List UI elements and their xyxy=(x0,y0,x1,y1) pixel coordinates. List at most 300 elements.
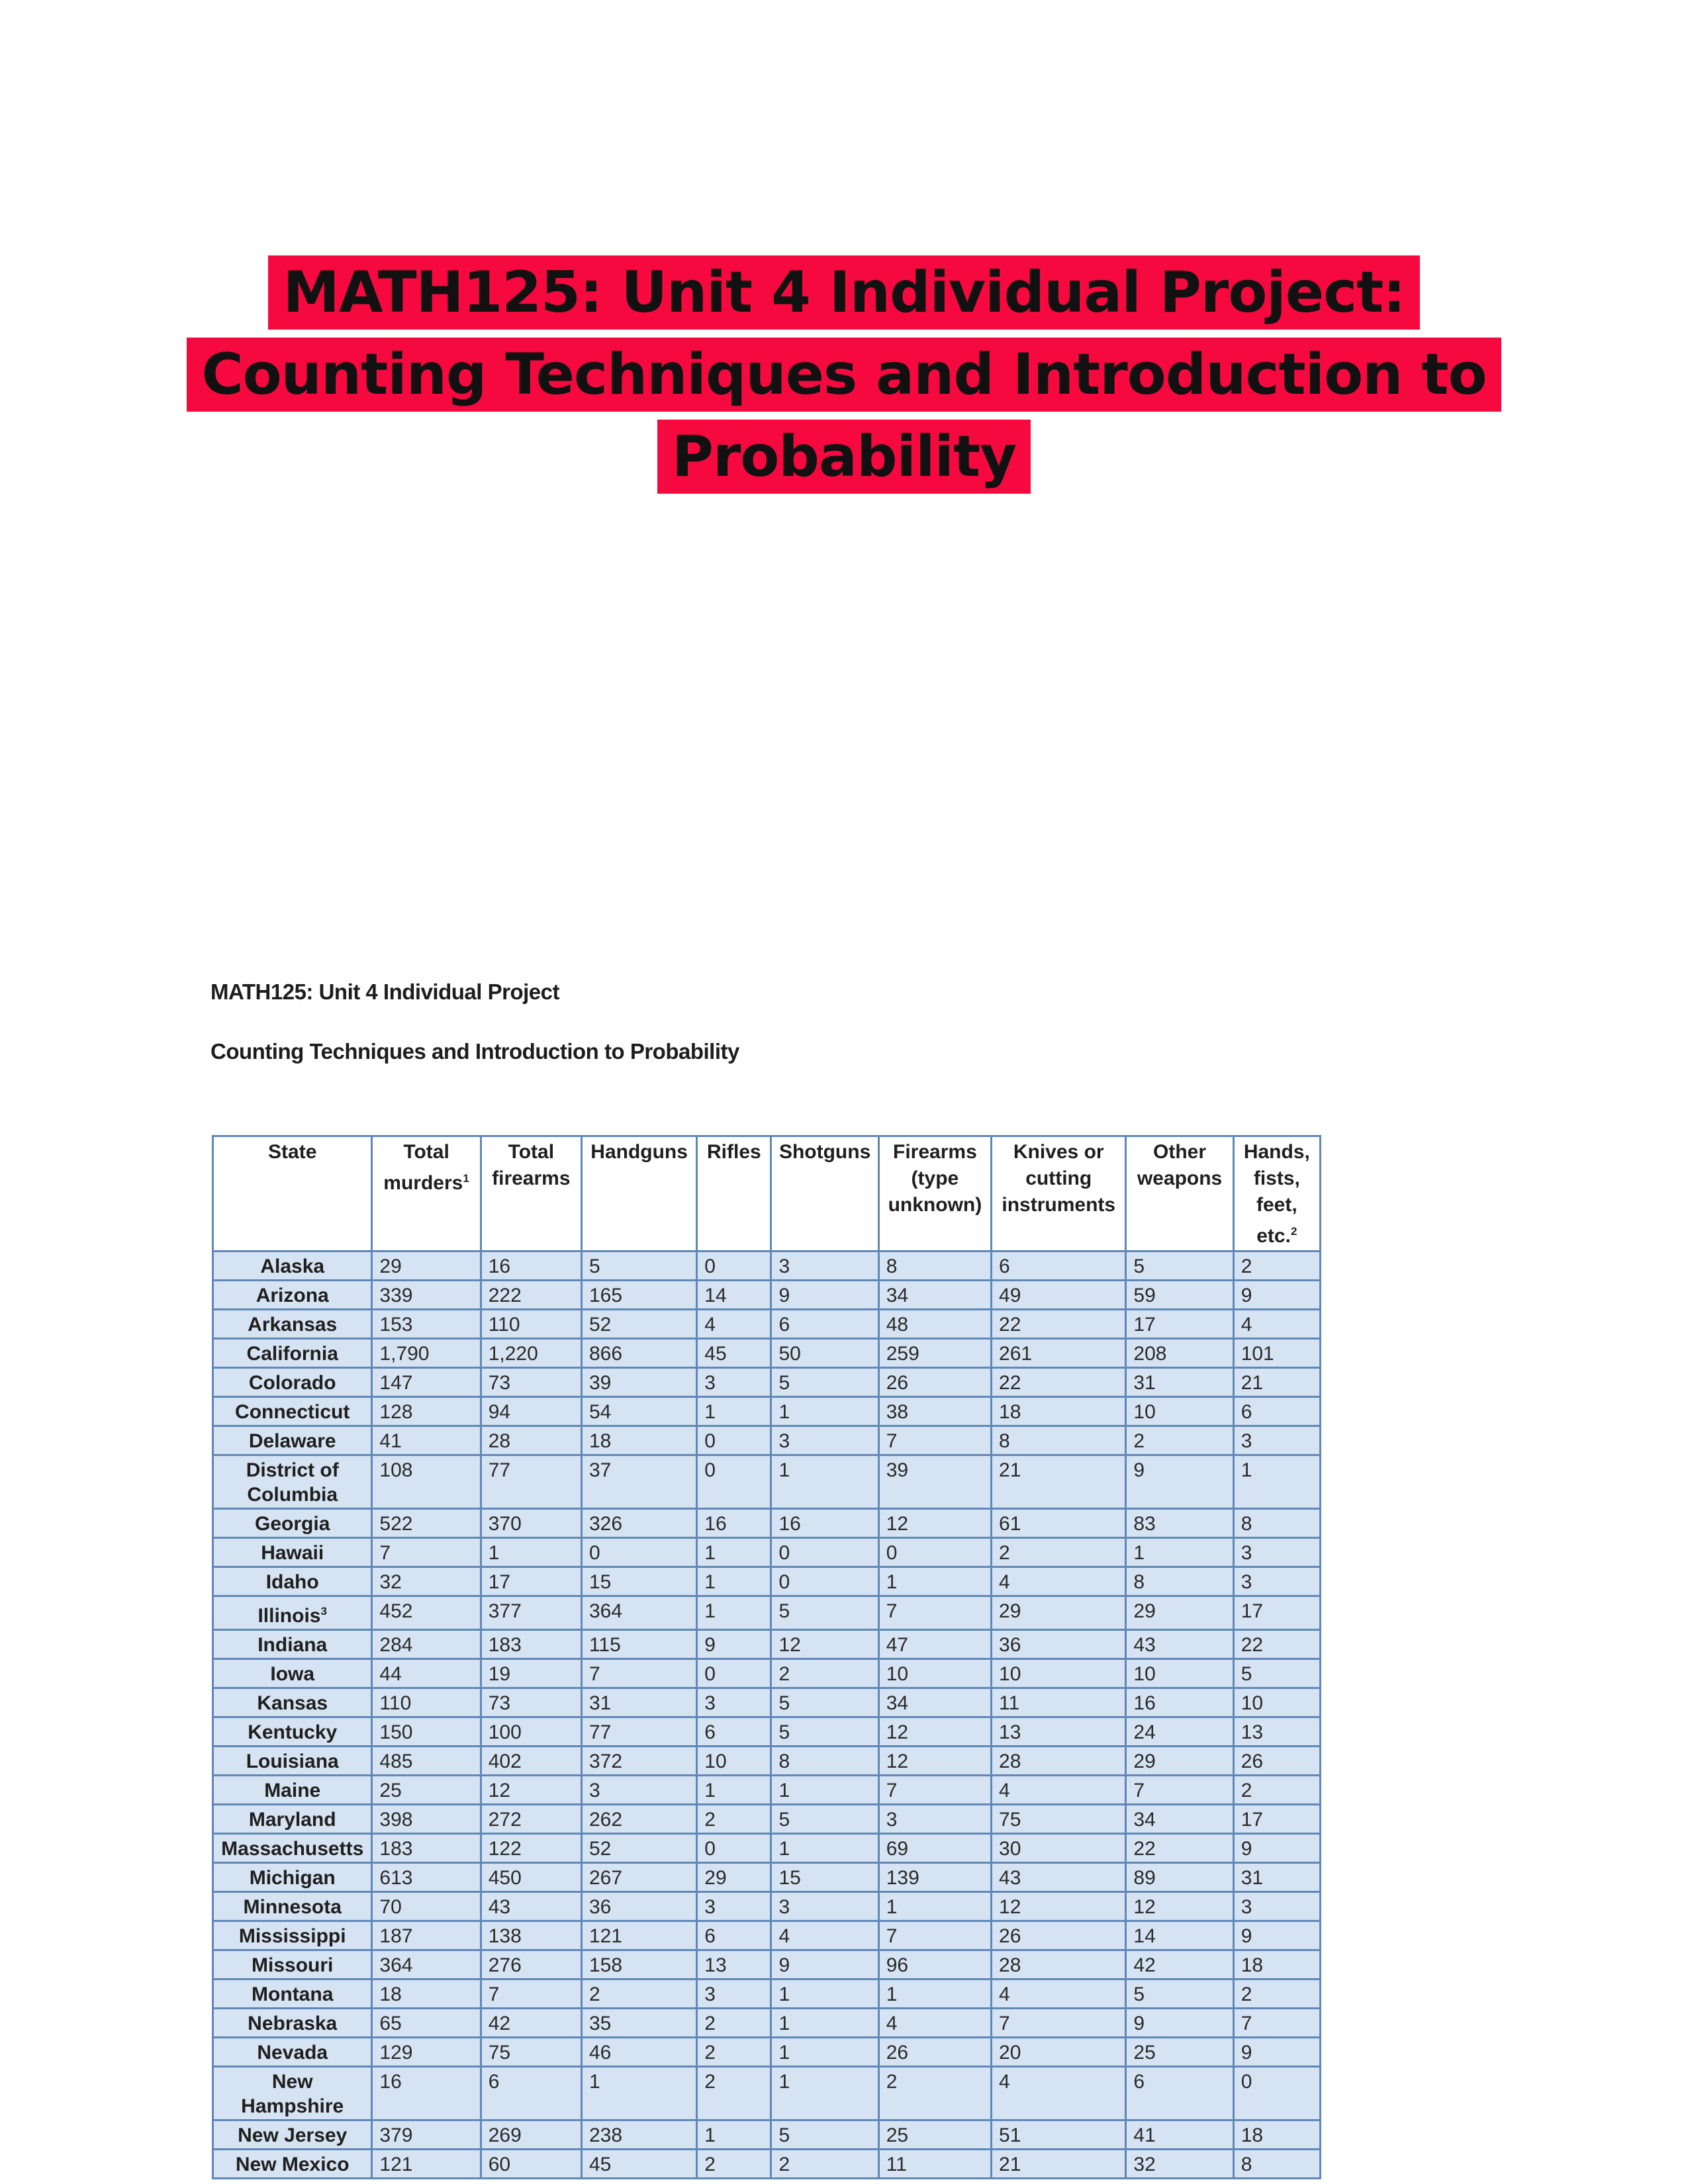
table-cell: 3 xyxy=(581,1776,696,1805)
table-cell: 2 xyxy=(1233,1251,1320,1281)
table-cell: 24 xyxy=(1126,1717,1233,1747)
table-cell: 36 xyxy=(581,1892,696,1921)
table-cell: 139 xyxy=(878,1863,991,1892)
table-cell: 12 xyxy=(992,1892,1126,1921)
state-name: Montana xyxy=(252,1983,334,2005)
table-cell: 20 xyxy=(992,2038,1126,2067)
table-cell: 5 xyxy=(771,1805,878,1834)
column-header-label: Total murders xyxy=(383,1141,463,1194)
table-cell: 12 xyxy=(771,1630,878,1659)
table-cell: 7 xyxy=(878,1426,991,1455)
table-header-row xyxy=(213,1136,1321,1251)
table-cell: 16 xyxy=(697,1509,771,1538)
table-cell: 1 xyxy=(878,1892,991,1921)
table-cell: 34 xyxy=(878,1688,991,1717)
state-cell xyxy=(213,1281,372,1310)
table-cell: 39 xyxy=(878,1455,991,1509)
table-cell: 4 xyxy=(1233,1310,1320,1339)
table-cell: 2 xyxy=(697,2150,771,2179)
state-name: Colorado xyxy=(248,1372,336,1394)
table-cell: 2 xyxy=(1233,1776,1320,1805)
table-cell: 1 xyxy=(771,2067,878,2120)
state-cell xyxy=(213,1455,372,1509)
table-cell: 3 xyxy=(697,1368,771,1397)
state-cell xyxy=(213,1892,372,1921)
table-cell: 1,790 xyxy=(372,1339,481,1368)
table-cell: 0 xyxy=(581,1538,696,1567)
table-cell: 3 xyxy=(697,1688,771,1717)
column-header-label: Rifles xyxy=(707,1141,761,1163)
table-cell: 25 xyxy=(878,2120,991,2150)
table-cell: 4 xyxy=(992,1567,1126,1596)
table-cell: 83 xyxy=(1126,1509,1233,1538)
table-cell: 5 xyxy=(771,1368,878,1397)
table-cell: 2 xyxy=(697,1805,771,1834)
table-cell: 9 xyxy=(1233,1921,1320,1950)
column-header-label: Other weapons xyxy=(1137,1141,1223,1189)
document-title xyxy=(152,251,1536,498)
column-header xyxy=(1126,1136,1233,1251)
table-cell: 3 xyxy=(697,1979,771,2009)
table-cell: 9 xyxy=(1233,2038,1320,2067)
table-row xyxy=(213,1251,1321,1281)
state-cell xyxy=(213,1688,372,1717)
table-cell: 9 xyxy=(1233,1834,1320,1863)
table-cell: 41 xyxy=(372,1426,481,1455)
table-cell: 9 xyxy=(697,1630,771,1659)
table-row xyxy=(213,1310,1321,1339)
state-name: Iowa xyxy=(270,1663,315,1685)
table-cell: 96 xyxy=(878,1950,991,1979)
column-header-label: Shotguns xyxy=(778,1141,871,1163)
table-cell: 10 xyxy=(1233,1688,1320,1717)
table-cell: 16 xyxy=(1126,1688,1233,1717)
state-cell xyxy=(213,1567,372,1596)
table-cell: 183 xyxy=(372,1834,481,1863)
table-cell: 5 xyxy=(771,1596,878,1630)
table-cell: 398 xyxy=(372,1805,481,1834)
state-name: Alaska xyxy=(260,1255,325,1277)
table-cell: 0 xyxy=(697,1455,771,1509)
table-cell: 284 xyxy=(372,1630,481,1659)
column-header xyxy=(992,1136,1126,1251)
table-cell: 70 xyxy=(372,1892,481,1921)
scan-subheading: Counting Techniques and Introduction to Probability xyxy=(211,1039,739,1064)
table-cell: 5 xyxy=(1126,1979,1233,2009)
table-cell: 44 xyxy=(372,1659,481,1688)
table-cell: 7 xyxy=(878,1776,991,1805)
table-cell: 1 xyxy=(878,1979,991,2009)
table-cell: 3 xyxy=(771,1251,878,1281)
table-cell: 94 xyxy=(481,1397,581,1426)
column-header-label: Hands, fists, feet, etc. xyxy=(1243,1141,1310,1247)
table-cell: 35 xyxy=(581,2009,696,2038)
state-name: Delaware xyxy=(248,1430,336,1452)
table-cell: 7 xyxy=(1126,1776,1233,1805)
table-cell: 110 xyxy=(372,1688,481,1717)
table-row xyxy=(213,1368,1321,1397)
table-cell: 377 xyxy=(481,1596,581,1630)
table-cell: 452 xyxy=(372,1596,481,1630)
table-cell: 3 xyxy=(1233,1567,1320,1596)
table-cell: 47 xyxy=(878,1630,991,1659)
table-cell: 450 xyxy=(481,1863,581,1892)
table-cell: 29 xyxy=(1126,1747,1233,1776)
table-cell: 75 xyxy=(992,1805,1126,1834)
table-cell: 38 xyxy=(878,1397,991,1426)
table-cell: 1 xyxy=(771,1776,878,1805)
table-cell: 54 xyxy=(581,1397,696,1426)
table-cell: 0 xyxy=(771,1567,878,1596)
state-cell xyxy=(213,2038,372,2067)
table-cell: 0 xyxy=(697,1251,771,1281)
table-row xyxy=(213,1717,1321,1747)
table-cell: 13 xyxy=(992,1717,1126,1747)
table-row xyxy=(213,1950,1321,1979)
table-cell: 15 xyxy=(771,1863,878,1892)
state-cell xyxy=(213,1426,372,1455)
table-cell: 0 xyxy=(697,1426,771,1455)
table-cell: 32 xyxy=(1126,2150,1233,2179)
table-cell: 34 xyxy=(878,1281,991,1310)
table-cell: 269 xyxy=(481,2120,581,2150)
title-line: Probability xyxy=(657,420,1031,494)
table-cell: 1 xyxy=(697,1567,771,1596)
table-cell: 34 xyxy=(1126,1805,1233,1834)
table-cell: 13 xyxy=(697,1950,771,1979)
table-cell: 128 xyxy=(372,1397,481,1426)
table-cell: 12 xyxy=(1126,1892,1233,1921)
table-cell: 6 xyxy=(697,1717,771,1747)
state-name: Connecticut xyxy=(235,1401,350,1423)
table-cell: 17 xyxy=(1233,1596,1320,1630)
table-cell: 8 xyxy=(992,1426,1126,1455)
table-cell: 5 xyxy=(1126,1251,1233,1281)
state-cell xyxy=(213,2120,372,2150)
table-cell: 0 xyxy=(697,1659,771,1688)
table-row xyxy=(213,1659,1321,1688)
state-name: New Jersey xyxy=(238,2124,348,2146)
table-cell: 26 xyxy=(1233,1747,1320,1776)
table-cell: 9 xyxy=(1126,1455,1233,1509)
table-cell: 5 xyxy=(581,1251,696,1281)
table-cell: 6 xyxy=(697,1921,771,1950)
state-cell xyxy=(213,1339,372,1368)
table-cell: 43 xyxy=(481,1892,581,1921)
table-row xyxy=(213,1455,1321,1509)
table-row xyxy=(213,1834,1321,1863)
table-cell: 37 xyxy=(581,1455,696,1509)
table-cell: 21 xyxy=(1233,1368,1320,1397)
table-cell: 29 xyxy=(372,1251,481,1281)
table-row xyxy=(213,2067,1321,2120)
table-cell: 259 xyxy=(878,1339,991,1368)
table-cell: 4 xyxy=(992,2067,1126,2120)
table-cell: 10 xyxy=(992,1659,1126,1688)
table-cell: 2 xyxy=(992,1538,1126,1567)
table-cell: 3 xyxy=(771,1892,878,1921)
table-cell: 77 xyxy=(481,1455,581,1509)
table-cell: 222 xyxy=(481,1281,581,1310)
state-name: Nevada xyxy=(257,2042,328,2064)
table-cell: 50 xyxy=(771,1339,878,1368)
column-header xyxy=(581,1136,696,1251)
table-cell: 75 xyxy=(481,2038,581,2067)
table-cell: 183 xyxy=(481,1630,581,1659)
table-cell: 29 xyxy=(1126,1596,1233,1630)
table-cell: 272 xyxy=(481,1805,581,1834)
table-cell: 238 xyxy=(581,2120,696,2150)
table-cell: 31 xyxy=(1126,1368,1233,1397)
table-cell: 326 xyxy=(581,1509,696,1538)
table-cell: 0 xyxy=(1233,2067,1320,2120)
table-cell: 1 xyxy=(697,2120,771,2150)
table-row xyxy=(213,1979,1321,2009)
state-cell xyxy=(213,1834,372,1863)
state-cell xyxy=(213,2009,372,2038)
state-cell xyxy=(213,1251,372,1281)
table-cell: 121 xyxy=(372,2150,481,2179)
table-cell: 8 xyxy=(1126,1567,1233,1596)
table-cell: 110 xyxy=(481,1310,581,1339)
table-cell: 9 xyxy=(771,1281,878,1310)
table-cell: 59 xyxy=(1126,1281,1233,1310)
table-cell: 2 xyxy=(878,2067,991,2120)
table-cell: 73 xyxy=(481,1368,581,1397)
table-cell: 3 xyxy=(1233,1426,1320,1455)
column-header-label: Handguns xyxy=(590,1141,688,1163)
table-cell: 158 xyxy=(581,1950,696,1979)
table-cell: 52 xyxy=(581,1310,696,1339)
table-cell: 5 xyxy=(771,1717,878,1747)
table-row xyxy=(213,1426,1321,1455)
table-cell: 4 xyxy=(992,1776,1126,1805)
table-cell: 25 xyxy=(372,1776,481,1805)
table-row xyxy=(213,1805,1321,1834)
table-cell: 5 xyxy=(771,2120,878,2150)
state-name: Kentucky xyxy=(248,1721,338,1743)
table-cell: 12 xyxy=(878,1717,991,1747)
state-cell xyxy=(213,1805,372,1834)
title-line: Counting Techniques and Introduction to xyxy=(187,338,1501,412)
table-row xyxy=(213,1688,1321,1717)
table-cell: 39 xyxy=(581,1368,696,1397)
table-row xyxy=(213,1747,1321,1776)
table-row xyxy=(213,1397,1321,1426)
state-name: Illinois xyxy=(258,1605,321,1627)
table-cell: 0 xyxy=(697,1834,771,1863)
table-cell: 150 xyxy=(372,1717,481,1747)
table-cell: 147 xyxy=(372,1368,481,1397)
column-header-label: Total firearms xyxy=(492,1141,571,1189)
table-cell: 1 xyxy=(771,1834,878,1863)
table-cell: 121 xyxy=(581,1921,696,1950)
state-cell xyxy=(213,1979,372,2009)
table-cell: 28 xyxy=(992,1950,1126,1979)
table-cell: 1 xyxy=(771,2009,878,2038)
table-cell: 1,220 xyxy=(481,1339,581,1368)
state-name: California xyxy=(246,1343,338,1365)
table-cell: 22 xyxy=(992,1368,1126,1397)
table-cell: 51 xyxy=(992,2120,1126,2150)
state-name: Missouri xyxy=(252,1954,334,1976)
state-name: Idaho xyxy=(265,1571,319,1593)
state-name: New Mexico xyxy=(235,2154,350,2175)
state-cell xyxy=(213,1776,372,1805)
state-name: Indiana xyxy=(258,1634,328,1656)
column-header xyxy=(1233,1136,1320,1251)
table-cell: 2 xyxy=(771,2150,878,2179)
table-cell: 43 xyxy=(1126,1630,1233,1659)
table-cell: 4 xyxy=(878,2009,991,2038)
table-cell: 165 xyxy=(581,1281,696,1310)
table-cell: 2 xyxy=(697,2038,771,2067)
state-name: Kansas xyxy=(257,1692,328,1714)
state-cell xyxy=(213,1596,372,1630)
table-cell: 45 xyxy=(697,1339,771,1368)
table-cell: 18 xyxy=(581,1426,696,1455)
state-name: Georgia xyxy=(255,1513,330,1535)
table-cell: 21 xyxy=(992,2150,1126,2179)
table-cell: 12 xyxy=(878,1509,991,1538)
state-cell xyxy=(213,1659,372,1688)
table-cell: 16 xyxy=(481,1251,581,1281)
table-cell: 17 xyxy=(481,1567,581,1596)
table-cell: 49 xyxy=(992,1281,1126,1310)
table-cell: 61 xyxy=(992,1509,1126,1538)
table-cell: 100 xyxy=(481,1717,581,1747)
table-cell: 1 xyxy=(771,1979,878,2009)
table-cell: 1 xyxy=(771,1397,878,1426)
column-header xyxy=(372,1136,481,1251)
table-cell: 42 xyxy=(481,2009,581,2038)
table-cell: 10 xyxy=(878,1659,991,1688)
column-header-label: Firearms (type unknown) xyxy=(888,1141,982,1216)
table-cell: 1 xyxy=(771,1455,878,1509)
table-cell: 187 xyxy=(372,1921,481,1950)
table-cell: 46 xyxy=(581,2038,696,2067)
table-cell: 3 xyxy=(878,1805,991,1834)
state-cell xyxy=(213,1921,372,1950)
scanned-page-image xyxy=(211,979,1336,2184)
table-cell: 26 xyxy=(992,1921,1126,1950)
state-cell xyxy=(213,1538,372,1567)
table-cell: 6 xyxy=(481,2067,581,2120)
table-cell: 18 xyxy=(1233,1950,1320,1979)
state-cell xyxy=(213,1717,372,1747)
table-cell: 6 xyxy=(771,1310,878,1339)
table-cell: 1 xyxy=(878,1567,991,1596)
table-cell: 101 xyxy=(1233,1339,1320,1368)
table-cell: 339 xyxy=(372,1281,481,1310)
state-cell xyxy=(213,1509,372,1538)
table-cell: 1 xyxy=(697,1596,771,1630)
state-cell xyxy=(213,1950,372,1979)
table-cell: 153 xyxy=(372,1310,481,1339)
table-cell: 30 xyxy=(992,1834,1126,1863)
table-cell: 5 xyxy=(1233,1659,1320,1688)
table-row xyxy=(213,1776,1321,1805)
table-row xyxy=(213,2120,1321,2150)
table-cell: 0 xyxy=(771,1538,878,1567)
table-cell: 2 xyxy=(697,2067,771,2120)
table-cell: 3 xyxy=(1233,1538,1320,1567)
table-cell: 485 xyxy=(372,1747,481,1776)
table-cell: 29 xyxy=(992,1596,1126,1630)
table-cell: 12 xyxy=(481,1776,581,1805)
table-cell: 0 xyxy=(878,1538,991,1567)
table-cell: 65 xyxy=(372,2009,481,2038)
table-cell: 17 xyxy=(1233,1805,1320,1834)
table-cell: 89 xyxy=(1126,1863,1233,1892)
table-cell: 7 xyxy=(481,1979,581,2009)
table-cell: 1 xyxy=(581,2067,696,2120)
table-cell: 7 xyxy=(992,2009,1126,2038)
table-cell: 6 xyxy=(1126,2067,1233,2120)
table-cell: 21 xyxy=(992,1455,1126,1509)
table-row xyxy=(213,1339,1321,1368)
table-cell: 13 xyxy=(1233,1717,1320,1747)
table-cell: 28 xyxy=(481,1426,581,1455)
state-name: Nebraska xyxy=(248,2013,338,2034)
table-row xyxy=(213,1630,1321,1659)
table-cell: 2 xyxy=(1126,1426,1233,1455)
state-name: New Hampshire xyxy=(241,2071,344,2117)
table-cell: 11 xyxy=(878,2150,991,2179)
table-cell: 60 xyxy=(481,2150,581,2179)
table-row xyxy=(213,1538,1321,1567)
table-cell: 115 xyxy=(581,1630,696,1659)
table-cell: 3 xyxy=(697,1892,771,1921)
table-cell: 43 xyxy=(992,1863,1126,1892)
table-cell: 2 xyxy=(771,1659,878,1688)
table-cell: 17 xyxy=(1126,1310,1233,1339)
table-cell: 16 xyxy=(771,1509,878,1538)
table-cell: 10 xyxy=(1126,1659,1233,1688)
table-cell: 8 xyxy=(878,1251,991,1281)
table-cell: 3 xyxy=(1233,1892,1320,1921)
state-cell xyxy=(213,1630,372,1659)
table-cell: 26 xyxy=(878,1368,991,1397)
table-cell: 866 xyxy=(581,1339,696,1368)
table-cell: 7 xyxy=(581,1659,696,1688)
table-cell: 52 xyxy=(581,1834,696,1863)
state-cell xyxy=(213,1747,372,1776)
state-name: Maine xyxy=(264,1780,321,1801)
table-cell: 15 xyxy=(581,1567,696,1596)
table-cell: 6 xyxy=(1233,1397,1320,1426)
state-name: Hawaii xyxy=(261,1542,324,1564)
column-header xyxy=(213,1136,372,1251)
column-header xyxy=(878,1136,991,1251)
table-cell: 379 xyxy=(372,2120,481,2150)
state-name: Mississippi xyxy=(238,1925,346,1947)
table-cell: 1 xyxy=(697,1397,771,1426)
table-cell: 372 xyxy=(581,1747,696,1776)
state-name: Massachusetts xyxy=(221,1838,364,1860)
table-cell: 2 xyxy=(1233,1979,1320,2009)
state-cell xyxy=(213,2150,372,2179)
footnote-marker: 2 xyxy=(1290,1225,1297,1238)
table-cell: 262 xyxy=(581,1805,696,1834)
column-header xyxy=(481,1136,581,1251)
table-cell: 10 xyxy=(697,1747,771,1776)
table-cell: 2 xyxy=(581,1979,696,2009)
table-cell: 41 xyxy=(1126,2120,1233,2150)
table-cell: 208 xyxy=(1126,1339,1233,1368)
table-cell: 7 xyxy=(878,1596,991,1630)
table-cell: 108 xyxy=(372,1455,481,1509)
